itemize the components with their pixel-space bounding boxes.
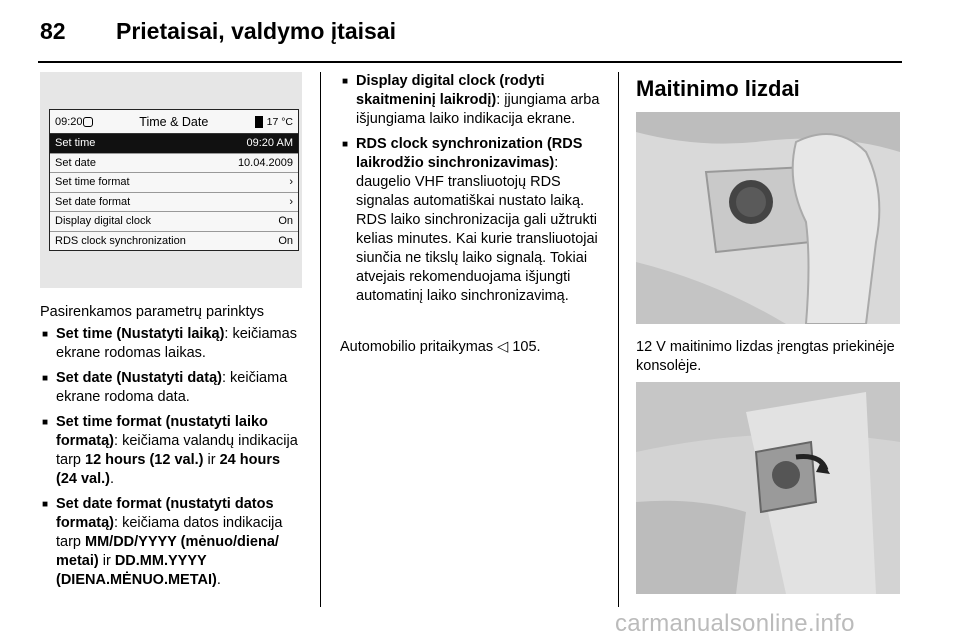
menu-row-set-time[interactable] <box>50 134 298 154</box>
column-divider-2 <box>618 72 619 607</box>
bullet-icon: ■ <box>42 499 49 510</box>
menu-row-label: Set date <box>55 156 96 169</box>
menu-row-value: 09:20 AM <box>246 137 293 150</box>
page-title: Prietaisai, valdymo įtaisai <box>116 18 396 44</box>
screen-title: Time & Date <box>139 114 209 129</box>
chevron-right-icon: › <box>289 195 293 208</box>
section-title: Maitinimo lizdai <box>636 76 800 101</box>
bullet-icon: ■ <box>42 329 49 340</box>
menu-row-value: 10.04.2009 <box>237 156 293 169</box>
screen-status-bar <box>50 110 298 134</box>
menu-row-label: Set time format <box>55 176 130 189</box>
time-date-screen-figure <box>40 72 302 288</box>
menu-row-label: Set date format <box>55 195 131 208</box>
thermometer-icon <box>255 116 263 128</box>
page-header <box>40 18 396 48</box>
menu-row-label: Set time <box>55 137 96 150</box>
menu-row-set-date[interactable] <box>50 154 298 174</box>
menu-row-value: On <box>278 215 293 228</box>
menu-row-display-digital-clock[interactable] <box>50 212 298 232</box>
power-outlet-photo <box>636 112 900 324</box>
list-item: ■ Set time (Nustatyti laiką): keičiamas ekrane rodomas laikas. <box>42 326 297 361</box>
options-list-continued <box>340 72 608 312</box>
clock-icon <box>83 117 93 127</box>
options-intro: Pasirenkamos parametrų parinktys <box>40 304 265 320</box>
menu-row-set-time-format[interactable] <box>50 173 298 193</box>
list-item: ■ Set time format (nustatyti laiko formatą): keičiama valandų indikacija tarp 12 hours (12 val.) ir 24 hours (24 val.). <box>42 414 298 487</box>
menu-row-value: On <box>278 235 293 248</box>
chevron-right-icon: › <box>289 176 293 189</box>
time-date-screen <box>49 109 299 251</box>
menu-row-rds-clock-sync[interactable] <box>50 232 298 252</box>
list-item: ■ Set date format (nustatyti datos formatą): keičiama datos indikacija tarp MM/DD/YYYY (mėnuo/diena/ metai) ir DD.MM.YYYY (DIENA.MĖNUO.METAI). <box>42 496 283 588</box>
rear-outlet-photo <box>636 382 900 594</box>
page-reference-arrow-icon: ◁ <box>497 339 513 355</box>
bullet-icon: ■ <box>42 417 49 428</box>
list-item: ■ Display digital clock (rodyti skaitmeninį laikrodį): įjungiama arba išjungiama laiko indikacija ekrane. <box>342 73 600 127</box>
menu-row-set-date-format[interactable] <box>50 193 298 213</box>
photo-caption: 12 V maitinimo lizdas įrengtas priekinėje konsolėje. <box>636 339 895 374</box>
watermark: carmanualsonline.info <box>615 610 855 637</box>
list-item: ■ RDS clock synchronization (RDS laikrodžio sinchronizavimas): daugelio VHF transliuotojų RDS signalas automatiškai nustato laiką. RDS laiko sinchronizacija gali užtrukti kelias minutes. Kai kurie transliuotojai siunčia ne tikslų laiko signalą. Tokiai atvejais rekomenduojama išjungti automatinį laiko sinchronizavimą. <box>342 136 598 304</box>
bullet-icon: ■ <box>342 139 349 150</box>
menu-row-label: Display digital clock <box>55 215 151 228</box>
screen-clock: 09:20 <box>55 115 83 128</box>
screen-temperature: 17 °C <box>266 115 293 128</box>
bullet-icon: ■ <box>42 373 49 384</box>
page-number: 82 <box>40 18 66 44</box>
column-divider-1 <box>320 72 321 607</box>
header-rule <box>38 61 902 63</box>
list-item: ■ Set date (Nustatyti datą): keičiama ekrane rodoma data. <box>42 370 288 405</box>
menu-row-label: RDS clock synchronization <box>55 235 186 248</box>
cross-reference[interactable]: Automobilio pritaikymas ◁ 105. <box>340 339 541 355</box>
bullet-icon: ■ <box>342 76 349 87</box>
options-list <box>40 325 302 596</box>
